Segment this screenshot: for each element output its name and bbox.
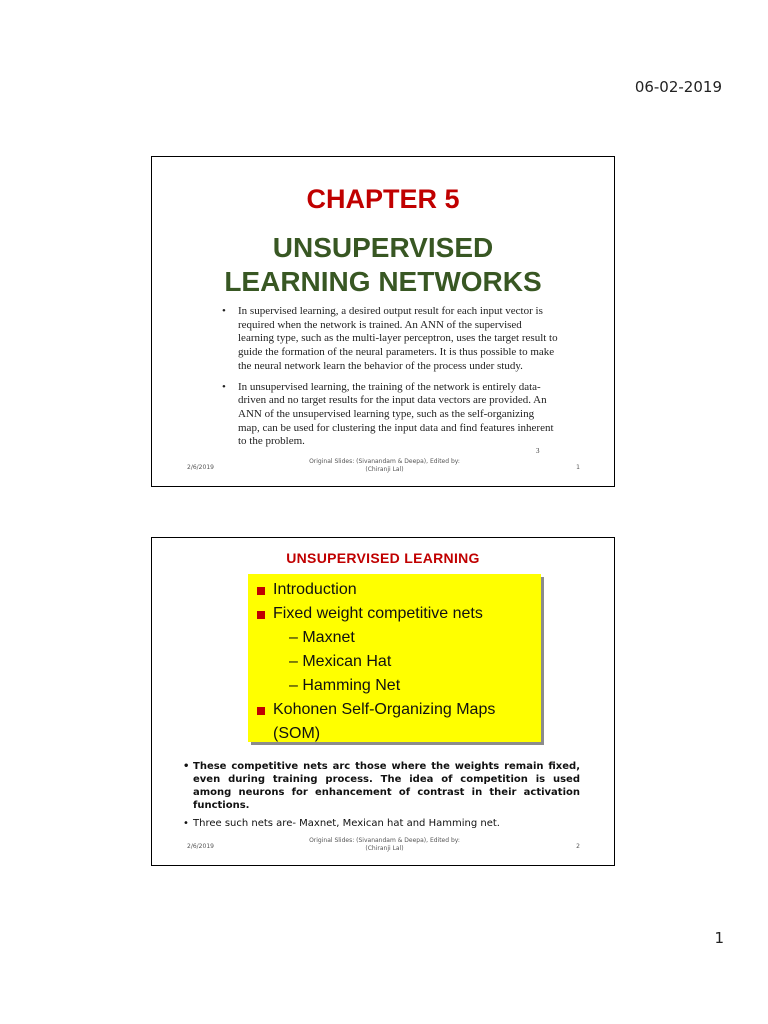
- subtopic-hamming-net: – Hamming Net: [289, 677, 401, 694]
- chapter-subtitle: [152, 231, 614, 299]
- square-bullet-icon: [257, 611, 265, 619]
- topics-box: [248, 574, 541, 742]
- slide-1: [151, 156, 615, 487]
- topics-list: [255, 578, 495, 746]
- footer-date: 2/6/2019: [187, 464, 214, 471]
- topic-label: Fixed weight competitive nets: [273, 605, 483, 622]
- three-nets-bullet: • Three such nets are- Maxnet, Mexican hat and Hamming net.: [183, 817, 580, 830]
- footer-credit: Original Slides: (Sivanandam & Deepa), Edited by: (Chiranji Lal): [309, 837, 460, 852]
- subtopic-mexican-hat: – Mexican Hat: [289, 653, 392, 670]
- slide-2-footer: [152, 837, 614, 857]
- topic-introduction: [255, 578, 495, 602]
- square-bullet-icon: [257, 587, 265, 595]
- topic-label: Introduction: [273, 581, 357, 598]
- reference-number: 3: [536, 447, 540, 455]
- slide-2: [151, 537, 615, 866]
- section-title: UNSUPERVISED LEARNING: [286, 550, 480, 566]
- chapter-title: CHAPTER 5: [306, 184, 460, 214]
- unsupervised-learning-bullet: • In unsupervised learning, the training of the network is entirely data-driven and no target results for the input data vectors are provided. An ANN of the unsupervised learning type, such as the self-organizing map, can be used for clustering the input data and find features inherent to the problem.: [222, 381, 558, 450]
- topic-label: Kohonen Self-Organizing Maps: [273, 701, 496, 718]
- slide-1-footer: [152, 458, 614, 478]
- subtopic-maxnet: – Maxnet: [289, 629, 355, 646]
- footer-credit: Original Slides: (Sivanandam & Deepa), Edited by: (Chiranji Lal): [309, 458, 460, 473]
- supervised-learning-bullet: • In supervised learning, a desired output result for each input vector is required when the network is trained. An ANN of the supervised learning type, such as the multi-layer perceptron, uses the target result to guide the formation of the neural parameters. It is thus possible to make the neural network learn the behavior of the process under study.: [222, 305, 558, 374]
- competitive-nets-bullet: • These competitive nets arc those where the weights remain fixed, even during training process. The idea of competition is used among neurons for enhancement of contrast in their activation functions.: [183, 760, 580, 812]
- topic-label-continued: (SOM): [273, 725, 321, 742]
- footer-slide-number: 1: [576, 464, 580, 471]
- competitive-nets-bullets: [183, 760, 580, 835]
- page-number: 1: [714, 929, 724, 947]
- topic-kohonen-som: [255, 698, 495, 746]
- intro-bullet-list: [222, 305, 558, 456]
- footer-date: 2/6/2019: [187, 843, 214, 850]
- chapter-subtitle-line-2: LEARNING NETWORKS: [224, 266, 542, 297]
- page-date: 06-02-2019: [634, 78, 722, 96]
- topic-fixed-weight-nets: [255, 602, 495, 626]
- footer-slide-number: 2: [576, 843, 580, 850]
- square-bullet-icon: [257, 707, 265, 715]
- chapter-subtitle-line-1: UNSUPERVISED: [272, 232, 494, 263]
